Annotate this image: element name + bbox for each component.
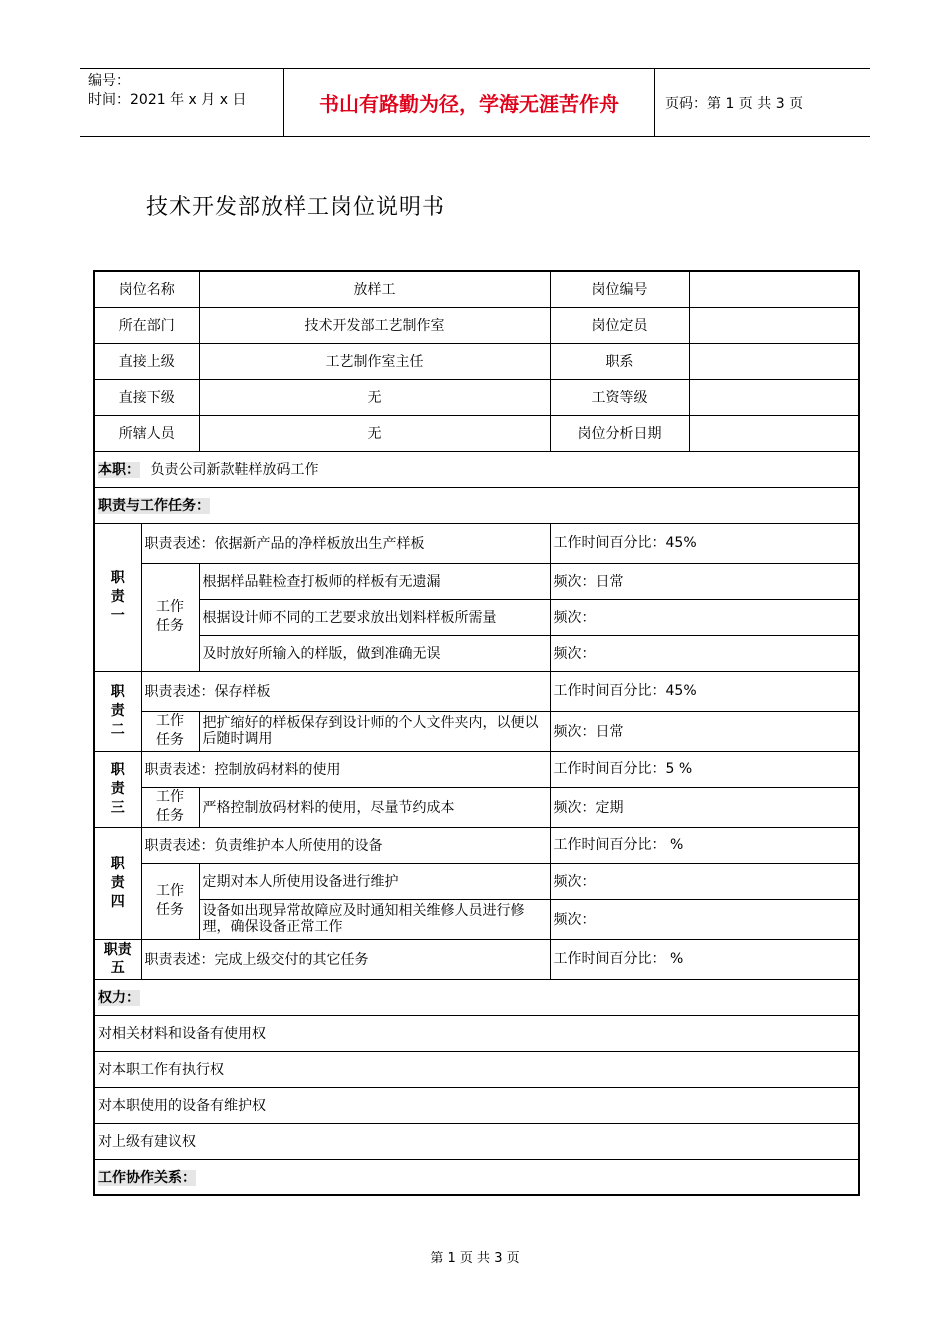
duty-2-task-1: 把扩缩好的样板保存到设计师的个人文件夹内，以便以后随时调用	[199, 711, 550, 751]
page-header	[80, 68, 870, 137]
header-motto: 书山有路勤为径，学海无涯苦作舟	[319, 92, 619, 116]
doc-number-label: 编号：	[88, 73, 130, 89]
header-meta	[88, 72, 283, 110]
duty-row	[94, 523, 859, 563]
duty-3-label: 职责三	[94, 751, 141, 827]
task-row	[94, 787, 859, 827]
power-row	[94, 1051, 859, 1087]
info-label: 所在部门	[94, 307, 199, 343]
info-value	[689, 307, 859, 343]
duty-4-percent: 工作时间百分比： %	[550, 827, 859, 863]
info-row	[94, 343, 859, 379]
duty-2-percent: 工作时间百分比：45%	[550, 671, 859, 711]
task-label: 工作任务	[141, 863, 199, 939]
info-label: 职系	[550, 343, 689, 379]
info-row	[94, 271, 859, 307]
main-duty-row	[94, 451, 859, 487]
duty-1-task-3-freq: 频次：	[550, 635, 859, 671]
info-value: 无	[199, 379, 550, 415]
power-item: 对相关材料和设备有使用权	[94, 1015, 859, 1051]
section-row	[94, 1159, 859, 1195]
duty-1-task-1: 根据样品鞋检查打板师的样板有无遗漏	[199, 563, 550, 599]
duty-1-desc: 职责表述：依据新产品的净样板放出生产样板	[141, 523, 550, 563]
info-value	[689, 271, 859, 307]
job-description-table	[93, 270, 860, 1196]
duty-3-task-1: 严格控制放码材料的使用，尽量节约成本	[199, 787, 550, 827]
duty-4-desc: 职责表述：负责维护本人所使用的设备	[141, 827, 550, 863]
doc-time-label: 时间：2021 年 x 月 x 日	[88, 92, 247, 108]
info-value: 放样工	[199, 271, 550, 307]
section-coop-label: 工作协作关系：	[98, 1169, 196, 1186]
info-value: 无	[199, 415, 550, 451]
info-value	[689, 379, 859, 415]
duty-5-label: 职责五	[94, 939, 141, 979]
duty-1-percent: 工作时间百分比：45%	[550, 523, 859, 563]
info-label: 岗位分析日期	[550, 415, 689, 451]
power-item: 对本职工作有执行权	[94, 1051, 859, 1087]
info-label: 直接上级	[94, 343, 199, 379]
duty-5-desc: 职责表述：完成上级交付的其它任务	[141, 939, 550, 979]
page-footer: 第 1 页 共 3 页	[430, 1251, 520, 1266]
info-label: 所辖人员	[94, 415, 199, 451]
info-label: 岗位名称	[94, 271, 199, 307]
main-duty-label: 本职：	[98, 462, 140, 478]
task-row	[94, 635, 859, 671]
info-value	[689, 415, 859, 451]
duty-4-task-2: 设备如出现异常故障应及时通知相关维修人员进行修理，确保设备正常工作	[199, 899, 550, 939]
power-row	[94, 1015, 859, 1051]
duty-row	[94, 671, 859, 711]
power-row	[94, 1123, 859, 1159]
info-row	[94, 379, 859, 415]
task-row	[94, 711, 859, 751]
duty-3-task-1-freq: 频次：定期	[550, 787, 859, 827]
duty-4-task-1-freq: 频次：	[550, 863, 859, 899]
info-label: 岗位编号	[550, 271, 689, 307]
section-power-heading	[94, 979, 859, 1015]
info-row	[94, 307, 859, 343]
duty-4-label: 职责四	[94, 827, 141, 939]
document-title: 技术开发部放样工岗位说明书	[146, 195, 446, 220]
duty-row	[94, 827, 859, 863]
power-item: 对上级有建议权	[94, 1123, 859, 1159]
info-label: 岗位定员	[550, 307, 689, 343]
task-label: 工作任务	[141, 787, 199, 827]
section-power-label: 权力：	[98, 990, 140, 1006]
duty-1-task-1-freq: 频次：日常	[550, 563, 859, 599]
duty-4-task-2-freq: 频次：	[550, 899, 859, 939]
section-row	[94, 487, 859, 523]
section-row	[94, 979, 859, 1015]
duty-3-percent: 工作时间百分比：5 %	[550, 751, 859, 787]
info-value: 工艺制作室主任	[199, 343, 550, 379]
task-row	[94, 563, 859, 599]
duty-4-task-1: 定期对本人所使用设备进行维护	[199, 863, 550, 899]
header-divider	[654, 69, 655, 136]
task-row	[94, 599, 859, 635]
duty-row	[94, 939, 859, 979]
task-row	[94, 899, 859, 939]
task-label: 工作任务	[141, 711, 199, 751]
info-label: 工资等级	[550, 379, 689, 415]
info-value: 技术开发部工艺制作室	[199, 307, 550, 343]
info-value	[689, 343, 859, 379]
main-duty-text: 负责公司新款鞋样放码工作	[150, 462, 319, 478]
power-item: 对本职使用的设备有维护权	[94, 1087, 859, 1123]
task-label: 工作任务	[141, 563, 199, 671]
duty-1-task-3: 及时放好所输入的样版，做到准确无误	[199, 635, 550, 671]
duty-5-percent: 工作时间百分比： %	[550, 939, 859, 979]
info-label: 直接下级	[94, 379, 199, 415]
duty-row	[94, 751, 859, 787]
duty-1-task-2-freq: 频次：	[550, 599, 859, 635]
duty-2-task-1-freq: 频次：日常	[550, 711, 859, 751]
duty-3-desc: 职责表述：控制放码材料的使用	[141, 751, 550, 787]
info-row	[94, 415, 859, 451]
duty-2-desc: 职责表述：保存样板	[141, 671, 550, 711]
section-duties-label: 职责与工作任务：	[98, 498, 210, 514]
section-coop-heading	[94, 1159, 859, 1195]
duty-2-label: 职责二	[94, 671, 141, 751]
section-duties-heading	[94, 487, 859, 523]
power-row	[94, 1087, 859, 1123]
task-row	[94, 863, 859, 899]
main-duty	[94, 451, 859, 487]
duty-1-label: 职责一	[94, 523, 141, 671]
header-page-info: 页码：第 1 页 共 3 页	[665, 95, 804, 112]
duty-1-task-2: 根据设计师不同的工艺要求放出划料样板所需量	[199, 599, 550, 635]
